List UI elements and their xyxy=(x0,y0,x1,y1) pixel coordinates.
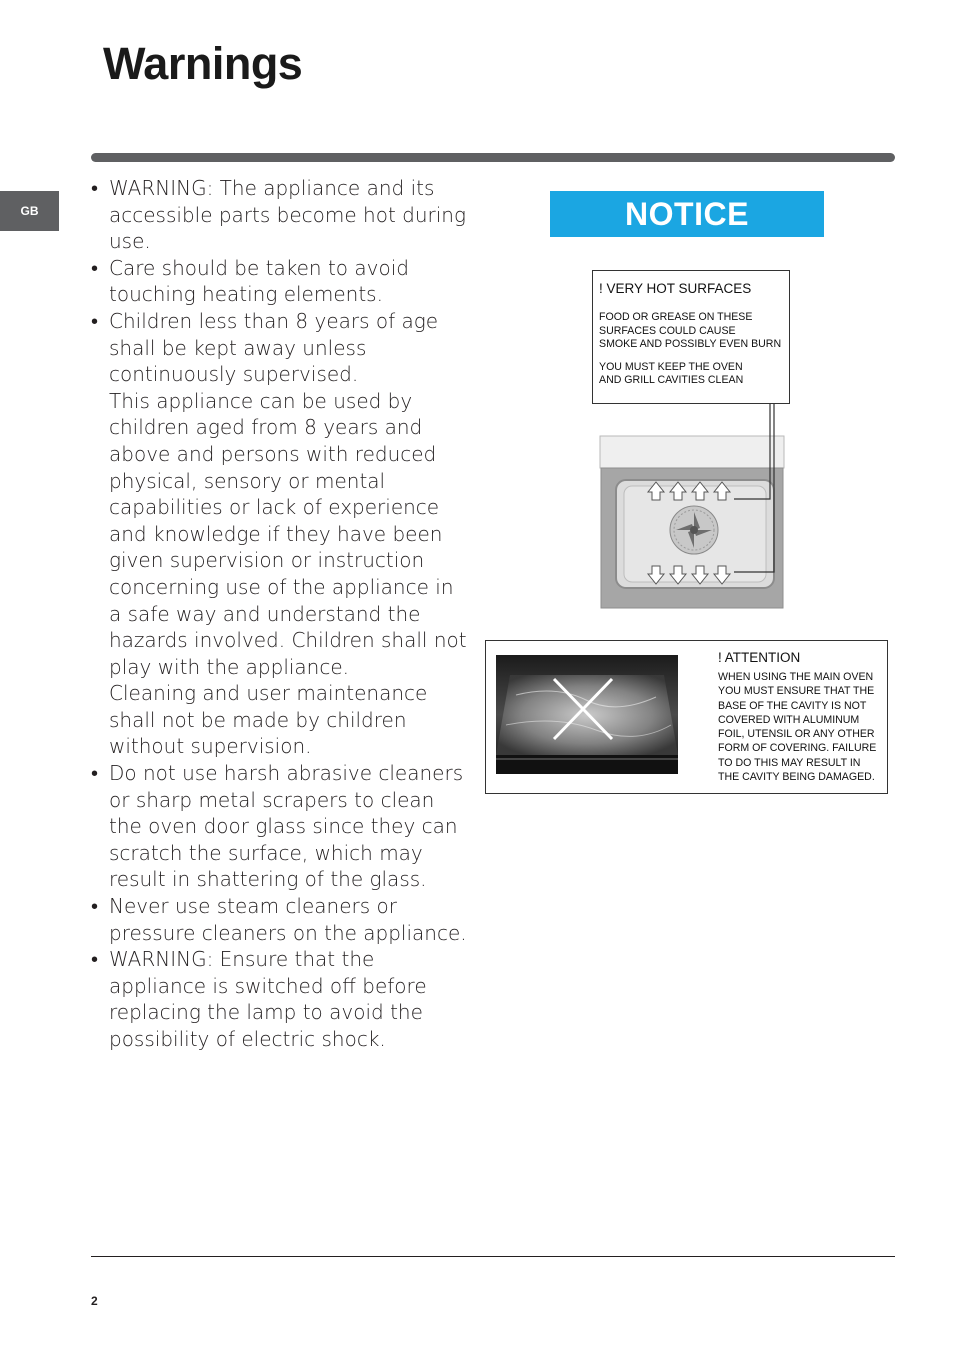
warning-text: This appliance can be used by children aged from 8 years and above and persons with reduced physical, sensory or mental capabilities or lack of experience and knowledge if they have been given supervision or instruction concerning use of the appliance in a safe way and understand the hazards involved. Children shall not play with the appliance. xyxy=(109,388,467,679)
language-tab: GB xyxy=(0,191,59,231)
hot-surfaces-line: YOU MUST KEEP THE OVEN xyxy=(599,360,743,373)
oven-base-photo xyxy=(496,655,678,774)
bullet: • xyxy=(91,761,99,786)
hot-surfaces-title: ! VERY HOT SURFACES xyxy=(599,281,752,296)
page-title: Warnings xyxy=(103,38,303,89)
notice-banner: NOTICE xyxy=(550,191,824,237)
attention-text xyxy=(718,650,884,784)
attention-line: BASE OF THE CAVITY IS NOT xyxy=(718,699,867,712)
hot-surfaces-line: FOOD OR GREASE ON THESE xyxy=(599,311,753,323)
page-number: 2 xyxy=(91,1294,98,1308)
warning-text: WARNING: The appliance and its accessible parts become hot during use. xyxy=(109,176,466,254)
attention-line: COVERED WITH ALUMINUM xyxy=(718,713,860,726)
header-rule xyxy=(91,153,895,162)
attention-line: THE CAVITY BEING DAMAGED. xyxy=(718,771,875,784)
warning-text: Never use steam cleaners or pressure cleaners on the appliance. xyxy=(109,894,467,945)
warnings-list xyxy=(91,175,471,1053)
warning-text: Cleaning and user maintenance shall not be made by children without supervision. xyxy=(109,681,428,759)
hot-surfaces-line: SURFACES COULD CAUSE xyxy=(599,324,736,337)
warning-item xyxy=(91,893,471,946)
warning-text: Care should be taken to avoid touching heating elements. xyxy=(109,255,409,307)
attention-line: YOU MUST ENSURE THAT THE xyxy=(718,685,875,698)
attention-line: FORM OF COVERING. FAILURE xyxy=(718,742,877,755)
warning-text: WARNING: Ensure that the appliance is switched off before replacing the lamp to avoid the possibility of electric shock. xyxy=(109,947,427,1051)
attention-panel xyxy=(485,640,888,794)
warning-item xyxy=(91,255,471,308)
attention-line: WHEN USING THE MAIN OVEN xyxy=(718,671,874,683)
warning-item xyxy=(91,946,471,1052)
hot-surfaces-label xyxy=(592,270,790,404)
bullet: • xyxy=(91,947,99,972)
warning-item xyxy=(91,760,471,893)
warning-item xyxy=(91,175,471,255)
warning-text: Do not use harsh abrasive cleaners or sharp metal scrapers to clean the oven door glass since they can scratch the surface, which may result in shattering of the glass. xyxy=(109,761,464,892)
attention-title: ! ATTENTION xyxy=(718,650,801,665)
bullet: • xyxy=(91,176,99,200)
bullet: • xyxy=(91,894,99,919)
oven-cavity-illustration xyxy=(596,400,792,612)
hot-surfaces-line: SMOKE AND POSSIBLY EVEN BURN xyxy=(599,338,782,350)
bullet: • xyxy=(91,255,99,280)
oven-fan-icon xyxy=(670,506,718,554)
attention-line: TO DO THIS MAY RESULT IN xyxy=(718,756,861,769)
warning-text: Children less than 8 years of age shall be kept away unless continuously supervised. xyxy=(109,308,439,387)
footer-rule xyxy=(91,1256,895,1257)
warning-item xyxy=(91,308,471,760)
bullet: • xyxy=(91,308,99,333)
attention-line: FOIL, UTENSIL OR ANY OTHER xyxy=(718,728,875,741)
hot-surfaces-line: AND GRILL CAVITIES CLEAN xyxy=(599,374,744,386)
